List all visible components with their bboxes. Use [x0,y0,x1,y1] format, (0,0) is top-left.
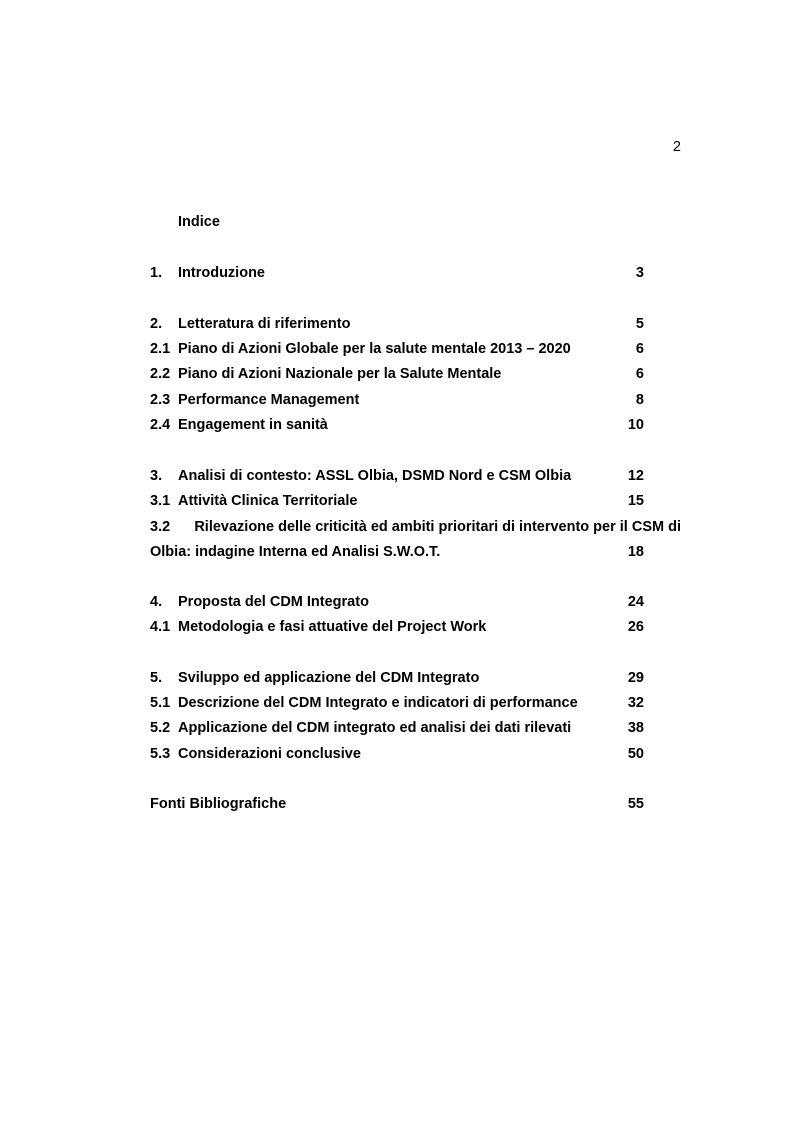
toc-entry [150,794,644,814]
toc-entry-wrapped [150,517,681,562]
toc-entry-title: Performance Management [178,392,360,408]
toc-entry-line-2 [150,542,644,562]
toc-entry-number: 5. [150,670,163,686]
toc-entry-page: 6 [635,341,644,357]
toc-entry-title: Descrizione del CDM Integrato e indicatori di performance [178,695,578,711]
toc-entry-number: 2.4 [150,417,171,433]
toc-entry-title: Sviluppo ed applicazione del CDM Integrato [178,670,480,686]
toc-entry [150,314,644,334]
toc-entry-title: Applicazione del CDM integrato ed analisi dei dati rilevati [178,720,572,736]
page-title: Indice [178,214,220,230]
toc-entry [150,390,644,410]
toc-entry-page: 5 [635,316,644,332]
toc-entry-title: Introduzione [178,265,265,281]
toc-entry-title: Analisi di contesto: ASSL Olbia, DSMD Nord e CSM Olbia [178,468,572,484]
toc-entry-title: Rilevazione delle criticità ed ambiti prioritari di intervento per il CSM di [194,519,681,535]
toc-entry [150,693,644,713]
page-number: 2 [672,139,681,155]
toc-entry-title: Engagement in sanità [178,417,328,433]
toc-entry-number: 4.1 [150,619,171,635]
toc-entry-number: 1. [150,265,163,281]
toc-entry-title: Fonti Bibliografiche [150,796,287,812]
toc-entry-title: Piano di Azioni Nazionale per la Salute Mentale [178,366,502,382]
toc-entry [150,744,644,764]
toc-entry [150,718,644,738]
toc-entry-page: 10 [627,417,644,433]
toc-entry-page: 32 [627,695,644,711]
toc-entry [150,263,644,283]
toc-entry-number: 5.1 [150,695,171,711]
toc-entry-title: Considerazioni conclusive [178,746,361,762]
toc-entry-number: 5.3 [150,746,171,762]
toc-entry-title: Proposta del CDM Integrato [178,594,369,610]
toc-entry-number: 4. [150,594,163,610]
toc-entry-page: 24 [627,594,644,610]
toc-entry [150,415,644,435]
toc-entry-number: 5.2 [150,720,171,736]
toc-entry [150,617,644,637]
toc-entry-number: 2.1 [150,341,171,357]
toc-entry-number: 3. [150,468,163,484]
toc-entry-number: 2.3 [150,392,171,408]
toc-entry [150,592,644,612]
toc-entry-number: 2. [150,316,163,332]
toc-entry-page: 6 [635,366,644,382]
toc-entry-title: Attività Clinica Territoriale [178,493,358,509]
toc-entry-page: 50 [627,746,644,762]
toc-entry-page: 38 [627,720,644,736]
toc-entry-page: 18 [627,544,644,560]
toc-entry-title: Metodologia e fasi attuative del Project Work [178,619,487,635]
toc-entry-page: 29 [627,670,644,686]
toc-entry [150,491,644,511]
toc-entry-line-1 [150,517,681,537]
toc-entry-title-continued: Olbia: indagine Interna ed Analisi S.W.O.T. [150,544,441,560]
toc-entry [150,339,644,359]
toc-entry [150,668,644,688]
toc-entry-number: 3.1 [150,493,171,509]
toc-entry [150,364,644,384]
toc-entry-number: 2.2 [150,366,171,382]
toc-entry-page: 8 [635,392,644,408]
toc-entry-page: 12 [627,468,644,484]
toc-entry-page: 55 [627,796,644,812]
toc-entry [150,466,644,486]
toc-entry-page: 15 [627,493,644,509]
toc-entry-number: 3.2 [150,519,171,535]
toc-entry-title: Piano di Azioni Globale per la salute mentale 2013 – 2020 [178,341,571,357]
toc-entry-page: 3 [635,265,644,281]
toc-entry-title: Letteratura di riferimento [178,316,351,332]
toc-entry-page: 26 [627,619,644,635]
